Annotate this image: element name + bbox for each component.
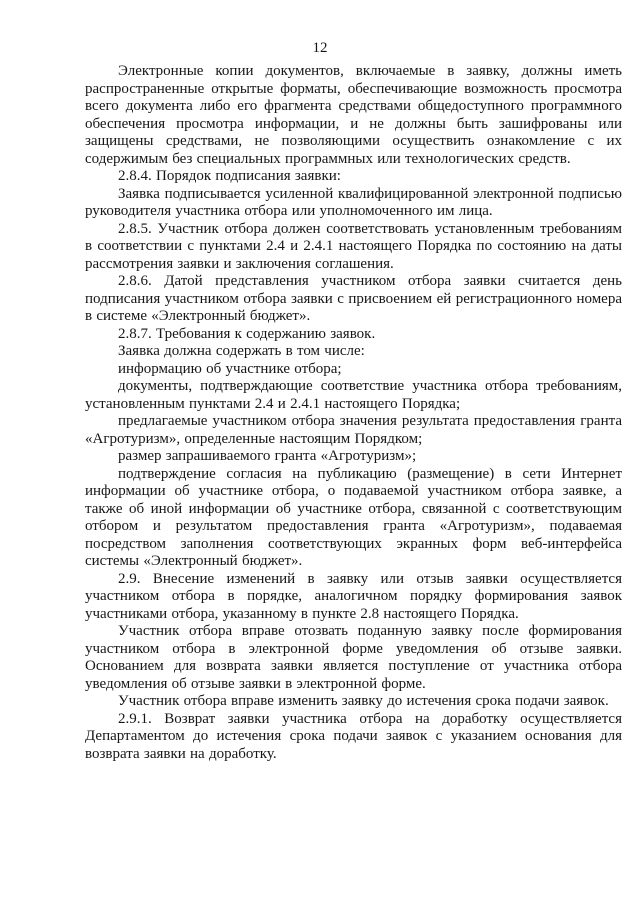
clause-2-9-1: 2.9.1. Возврат заявки участника отбора на доработку осуществляется Департаментом до истечения срока подачи заявок с указанием основания для возврата заявки на доработку.: [85, 710, 622, 762]
clause-2-8-4-heading: 2.8.4. Порядок подписания заявки:: [118, 168, 341, 184]
paragraph-application-contents-intro: Заявка должна содержать в том числе:: [118, 343, 365, 359]
clause-2-8-5: 2.8.5. Участник отбора должен соответствовать установленным требованиям в соответствии с пунктами 2.4 и 2.4.1 настоящего Порядка по состоянию на даты рассмотрения заявки и заключения соглашения.: [85, 220, 622, 272]
document-body: [85, 63, 622, 763]
list-item-participant-info: информацию об участнике отбора;: [118, 360, 342, 377]
list-item-proposed-values: предлагаемые участником отбора значения результата предоставления гранта «Агротуризм», определенные настоящим Порядком;: [85, 413, 622, 447]
page-number: 12: [312, 40, 328, 56]
list-item-grant-size: размер запрашиваемого гранта «Агротуризм»;: [118, 448, 417, 464]
paragraph-withdraw-application: Участник отбора вправе отозвать поданную заявку после формирования участником отбора в электронной форме уведомления об отзыве заявки. Основанием для возврата заявки является поступление от участника отбора уведомления об отзыве заявки в электронной форме.: [85, 623, 622, 692]
clause-2-9: 2.9. Внесение изменений в заявку или отзыв заявки осуществляется участником отбора в порядке, аналогичном порядку формирования заявок участниками отбора, указанному в пункте 2.8 настоящего Порядка.: [85, 570, 622, 622]
paragraph-electronic-copies: Электронные копии документов, включаемые в заявку, должны иметь распространенные открытые форматы, обеспечивающие возможность просмотра всего документа либо его фрагмента средствами общедоступного программного обеспечения просмотра информации, и не должны быть зашифрованы или защищены средствами, не позволяющими осуществить ознакомление с их содержимым без специальных программных или технологических средств.: [85, 63, 622, 167]
list-item-documents: документы, подтверждающие соответствие участника отбора требованиям, установленным пунктами 2.4 и 2.4.1 настоящего Порядка;: [85, 378, 622, 412]
clause-2-8-6: 2.8.6. Датой представления участником отбора заявки считается день подписания участником отбора заявки с присвоением ей регистрационного номера в системе «Электронный бюджет».: [85, 273, 622, 324]
list-item-publication-consent: подтверждение согласия на публикацию (размещение) в сети Интернет информации об участнике отбора, о подаваемой участником отбора заявке, а также об иной информации об участнике отбора, связанной с соответствующим отбором и результатом предоставления гранта «Агротуризм», подаваемая посредством заполнения соответствующих экранных форм веб-интерфейса системы «Электронный бюджет».: [85, 465, 622, 569]
paragraph-signature: Заявка подписывается усиленной квалифицированной электронной подписью руководителя участника отбора или уполномоченного им лица.: [85, 185, 622, 219]
clause-2-8-7-heading: 2.8.7. Требования к содержанию заявок.: [118, 325, 376, 342]
paragraph-amend-application: Участник отбора вправе изменить заявку до истечения срока подачи заявок.: [118, 693, 609, 709]
